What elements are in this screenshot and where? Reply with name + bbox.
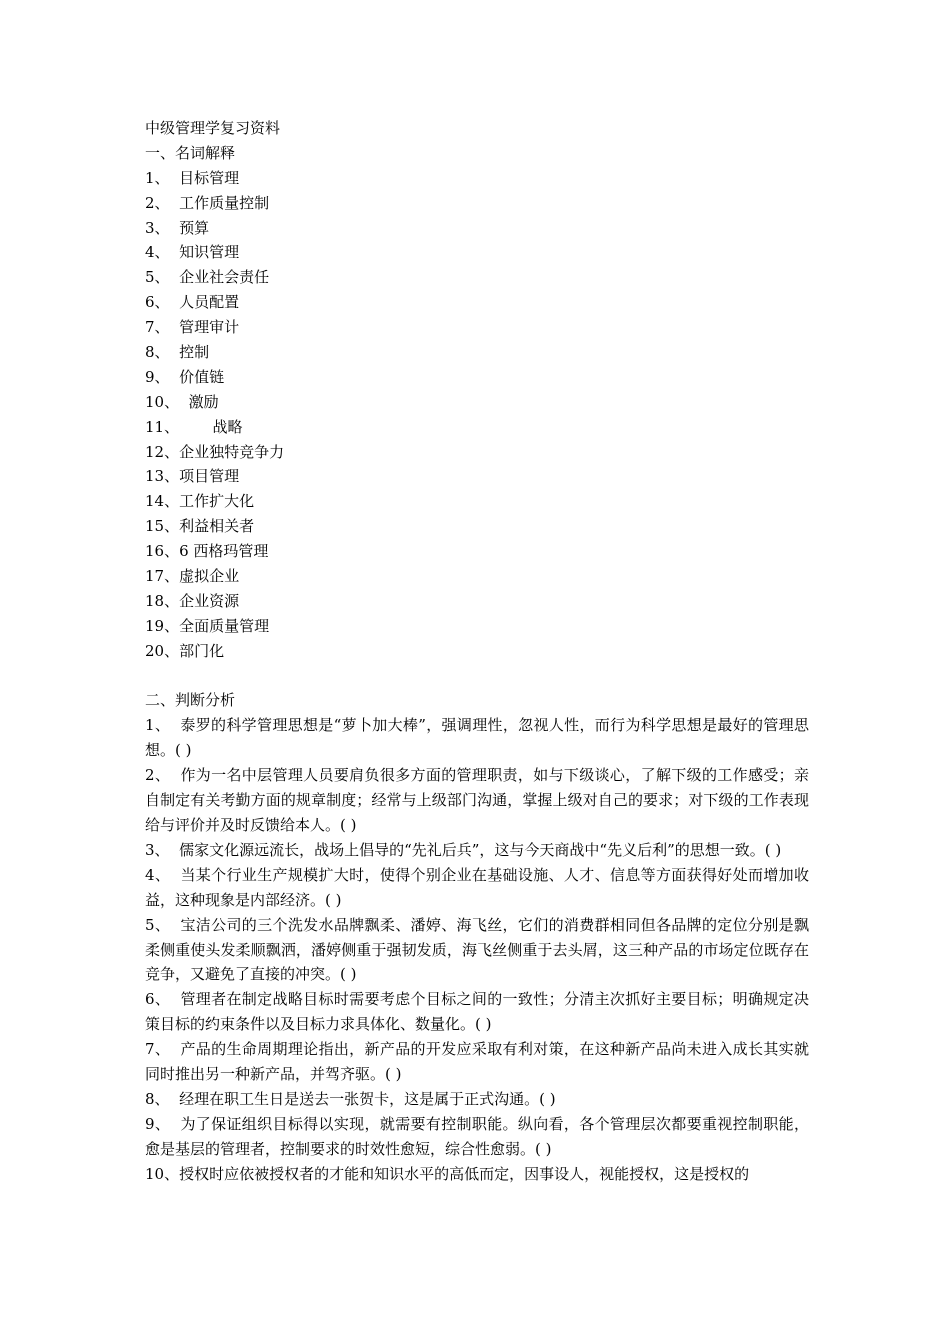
item-number: 3、 xyxy=(145,840,170,859)
item-text: 战略 xyxy=(212,417,243,436)
item-spacing xyxy=(179,418,212,436)
judgment-item xyxy=(145,838,809,863)
item-text: 当某个行业生产规模扩大时，使得个别企业在基础设施、人才、信息等方面获得好处而增加收益，这种现象是内部经济。( ) xyxy=(145,865,809,909)
item-spacing xyxy=(170,243,180,261)
term-item xyxy=(145,415,809,440)
item-number: 2、 xyxy=(145,193,170,212)
judgment-item xyxy=(145,1162,809,1187)
item-text: 预算 xyxy=(179,218,210,237)
term-item xyxy=(145,265,809,290)
item-text: 激励 xyxy=(188,392,219,411)
item-spacing xyxy=(170,293,180,311)
item-text: 工作扩大化 xyxy=(179,492,255,511)
item-text: 6 西格玛管理 xyxy=(179,542,269,561)
section-2-heading: 二、判断分析 xyxy=(145,691,236,710)
item-text: 价值链 xyxy=(179,367,225,386)
item-text: 部门化 xyxy=(179,641,225,660)
term-item xyxy=(145,539,809,564)
item-text: 产品的生命周期理论指出，新产品的开发应采取有利对策，在这种新产品尚未进入成长其实就同时推出另一种新产品，并驾齐驱。( ) xyxy=(145,1040,809,1084)
item-number: 10、 xyxy=(145,392,180,411)
blank-line xyxy=(145,664,809,689)
term-item xyxy=(145,564,809,589)
item-spacing xyxy=(170,194,180,212)
item-spacing xyxy=(170,716,180,734)
item-number: 15、 xyxy=(145,517,180,536)
judgment-item xyxy=(145,1037,809,1087)
item-spacing xyxy=(170,990,180,1008)
item-text: 工作质量控制 xyxy=(179,193,270,212)
item-spacing xyxy=(170,1040,180,1058)
item-number: 7、 xyxy=(145,318,170,337)
item-spacing xyxy=(170,368,180,386)
item-number: 14、 xyxy=(145,492,180,511)
item-number: 10、 xyxy=(145,1164,180,1183)
judgment-item xyxy=(145,713,809,763)
item-text: 经理在职工生日是送去一张贺卡，这是属于正式沟通。( ) xyxy=(179,1089,556,1108)
item-spacing xyxy=(170,1115,180,1133)
item-number: 3、 xyxy=(145,218,170,237)
item-text: 利益相关者 xyxy=(179,517,255,536)
judgment-item xyxy=(145,1087,809,1112)
term-item xyxy=(145,440,809,465)
judgment-item xyxy=(145,863,809,913)
term-item xyxy=(145,614,809,639)
item-spacing xyxy=(170,169,180,187)
item-spacing xyxy=(170,866,180,884)
item-text: 人员配置 xyxy=(179,293,240,312)
term-item xyxy=(145,365,809,390)
item-text: 企业资源 xyxy=(179,591,240,610)
item-number: 20、 xyxy=(145,641,180,660)
item-number: 4、 xyxy=(145,865,171,884)
term-item xyxy=(145,240,809,265)
item-spacing xyxy=(170,219,180,237)
item-number: 6、 xyxy=(145,990,171,1009)
item-text: 全面质量管理 xyxy=(179,616,270,635)
judgment-list xyxy=(145,713,809,1186)
item-spacing xyxy=(170,766,180,784)
term-item xyxy=(145,639,809,664)
item-text: 目标管理 xyxy=(179,168,240,187)
term-item xyxy=(145,315,809,340)
term-item xyxy=(145,489,809,514)
item-spacing xyxy=(170,916,180,934)
item-number: 6、 xyxy=(145,293,170,312)
item-text: 宝洁公司的三个洗发水品牌飘柔、潘婷、海飞丝，它们的消费群相同但各品牌的定位分别是飘柔侧重使头发柔顺飘洒，潘婷侧重于强韧发质，海飞丝侧重于去头屑，这三种产品的市场定位既存在竞争，又避免了直接的冲突。( ) xyxy=(145,915,809,984)
item-text: 泰罗的科学管理思想是“萝卜加大棒”，强调理性，忽视人性，而行为科学思想是最好的管理思想。( ) xyxy=(145,716,809,760)
term-item xyxy=(145,514,809,539)
term-item xyxy=(145,216,809,241)
item-number: 1、 xyxy=(145,168,170,187)
term-item xyxy=(145,390,809,415)
item-spacing xyxy=(179,393,189,411)
item-text: 企业社会责任 xyxy=(179,268,270,287)
item-text: 作为一名中层管理人员要肩负很多方面的管理职责，如与下级谈心，了解下级的工作感受；亲自制定有关考勤方面的规章制度；经常与上级部门沟通，掌握上级对自己的要求；对下级的工作表现给与评价并及时反馈给本人。( ) xyxy=(145,766,809,834)
item-text: 儒家文化源远流长，战场上倡导的“先礼后兵”，这与今天商战中“先义后利”的思想一致。( ) xyxy=(179,840,782,859)
item-spacing xyxy=(170,318,180,336)
item-number: 9、 xyxy=(145,367,170,386)
item-number: 5、 xyxy=(145,915,171,934)
term-item xyxy=(145,464,809,489)
item-number: 8、 xyxy=(145,343,170,362)
item-number: 11、 xyxy=(145,417,180,436)
term-item xyxy=(145,589,809,614)
item-text: 知识管理 xyxy=(179,243,240,262)
item-number: 9、 xyxy=(145,1114,171,1133)
term-item xyxy=(145,290,809,315)
item-text: 项目管理 xyxy=(179,467,240,486)
item-number: 2、 xyxy=(145,766,171,785)
term-item xyxy=(145,340,809,365)
document-title: 中级管理学复习资料 xyxy=(145,119,281,137)
item-text: 控制 xyxy=(179,343,210,362)
item-spacing xyxy=(170,343,180,361)
term-list xyxy=(145,166,809,664)
item-text: 管理审计 xyxy=(179,318,240,337)
item-number: 18、 xyxy=(145,591,180,610)
item-number: 16、 xyxy=(145,542,180,561)
document-page xyxy=(145,116,809,1187)
judgment-item xyxy=(145,1112,809,1162)
item-number: 4、 xyxy=(145,243,170,262)
judgment-item xyxy=(145,913,809,988)
item-spacing xyxy=(170,1090,180,1108)
item-number: 1、 xyxy=(145,716,171,735)
judgment-item xyxy=(145,987,809,1037)
judgment-item xyxy=(145,763,809,838)
item-number: 17、 xyxy=(145,567,180,586)
item-text: 虚拟企业 xyxy=(179,567,240,586)
item-number: 7、 xyxy=(145,1040,171,1059)
item-text: 企业独特竞争力 xyxy=(179,442,285,461)
item-text: 管理者在制定战略目标时需要考虑个目标之间的一致性；分清主次抓好主要目标；明确规定决策目标的约束条件以及目标力求具体化、数量化。( ) xyxy=(145,990,809,1034)
term-item xyxy=(145,191,809,216)
item-number: 8、 xyxy=(145,1089,170,1108)
item-number: 19、 xyxy=(145,616,180,635)
section-1-heading: 一、名词解释 xyxy=(145,143,236,162)
item-text: 为了保证组织目标得以实现，就需要有控制职能。纵向看，各个管理层次都要重视控制职能，愈是基层的管理者，控制要求的时效性愈短，综合性愈弱。( ) xyxy=(145,1114,809,1158)
item-number: 12、 xyxy=(145,442,180,461)
item-text: 授权时应依被授权者的才能和知识水平的高低而定，因事设人，视能授权，这是授权的 xyxy=(179,1164,750,1183)
term-item xyxy=(145,166,809,191)
item-spacing xyxy=(170,268,180,286)
item-number: 13、 xyxy=(145,467,180,486)
item-number: 5、 xyxy=(145,268,170,287)
item-spacing xyxy=(170,841,180,859)
